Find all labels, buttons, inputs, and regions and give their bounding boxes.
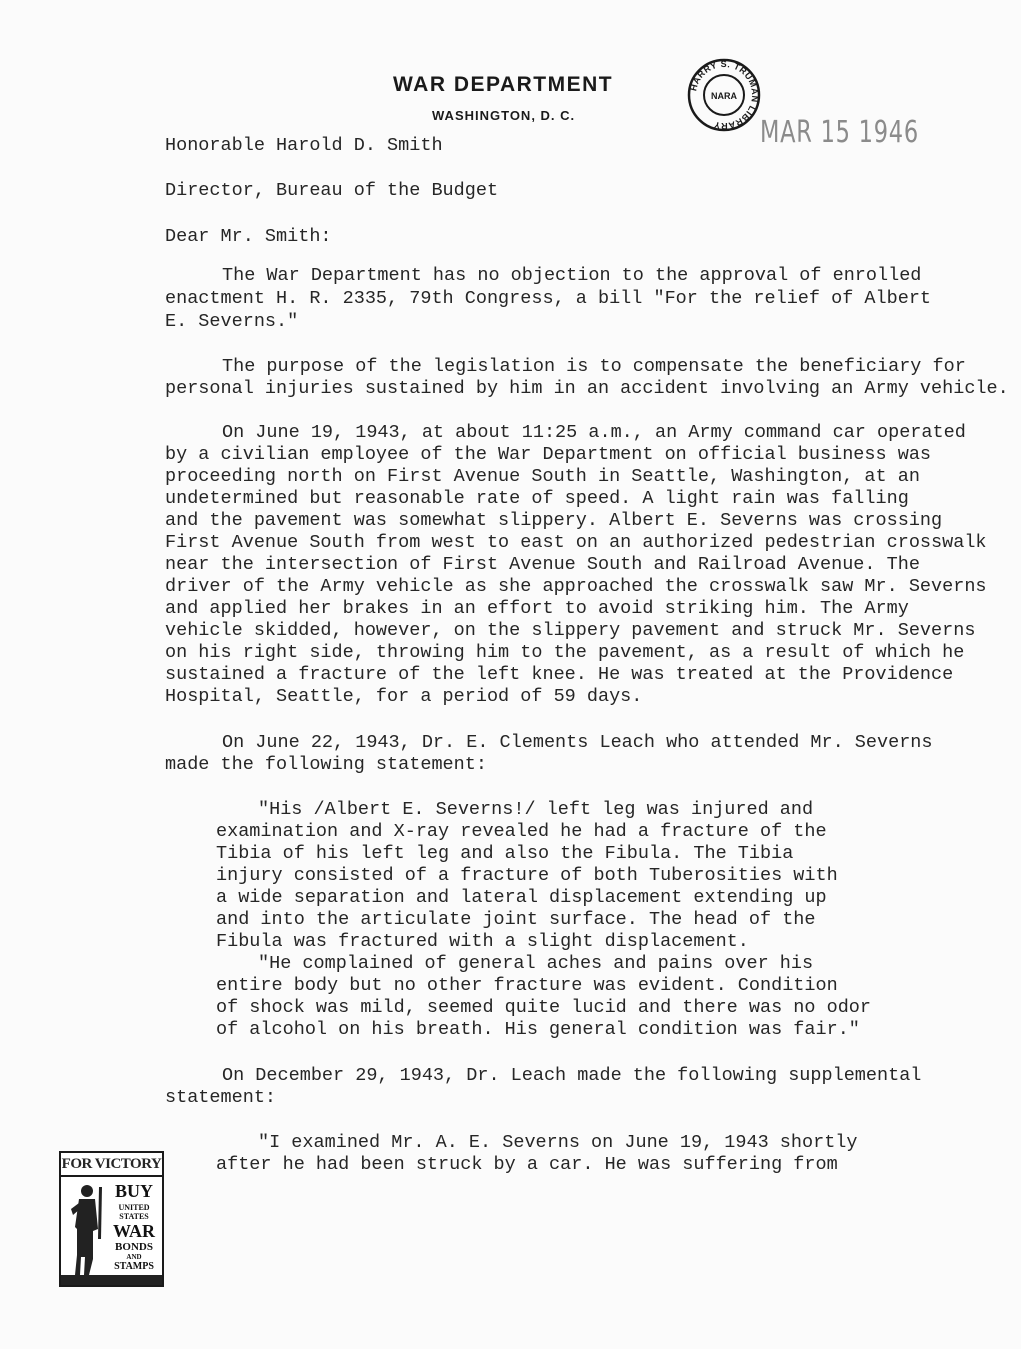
- paragraph-line: enactment H. R. 2335, 79th Congress, a bill "For the relief of Albert: [165, 288, 932, 309]
- paragraph-line: sustained a fracture of the left knee. He was treated at the Providence: [165, 664, 954, 685]
- minuteman-icon: [65, 1179, 109, 1279]
- paragraph-line: statement:: [165, 1087, 277, 1108]
- addressee-name: Honorable Harold D. Smith: [165, 135, 443, 156]
- salutation: Dear Mr. Smith:: [165, 226, 332, 247]
- paragraph-line: near the intersection of First Avenue South and Railroad Avenue. The: [165, 554, 920, 575]
- letterhead-subtitle: WASHINGTON, D. C.: [432, 108, 576, 123]
- paragraph-line: On June 22, 1943, Dr. E. Clements Leach who attended Mr. Severns: [222, 732, 933, 753]
- seal-center-text: NARA: [711, 91, 737, 101]
- seal-library-text: HARRY S. TRUMAN LIBRARY: [688, 58, 761, 132]
- paragraph-line: made the following statement:: [165, 754, 487, 775]
- addressee-title: Director, Bureau of the Budget: [165, 180, 499, 201]
- quote-line: injury consisted of a fracture of both Tuberosities with: [216, 865, 838, 886]
- war-bonds-poster: [59, 1151, 164, 1287]
- quote-line: "I examined Mr. A. E. Severns on June 19, 1943 shortly: [258, 1132, 858, 1153]
- paragraph-line: On June 19, 1943, at about 11:25 a.m., an Army command car operated: [222, 422, 966, 443]
- poster-stamps: STAMPS: [114, 1261, 154, 1272]
- quote-line: after he had been struck by a car. He was suffering from: [216, 1154, 838, 1175]
- paragraph-line: and applied her brakes in an effort to avoid striking him. The Army: [165, 598, 909, 619]
- quote-line: Tibia of his left leg and also the Fibula. The Tibia: [216, 843, 794, 864]
- library-seal-stamp: [686, 57, 762, 133]
- poster-bonds: BONDS: [115, 1241, 153, 1253]
- paragraph-line: First Avenue South from west to east on an authorized pedestrian crosswalk: [165, 532, 987, 553]
- paragraph-line: undetermined but reasonable rate of speed. A light rain was falling: [165, 488, 909, 509]
- letterhead-title: WAR DEPARTMENT: [393, 73, 614, 96]
- paragraph-line: The War Department has no objection to the approval of enrolled: [222, 265, 922, 286]
- paragraph-line: vehicle skidded, however, on the slippery pavement and struck Mr. Severns: [165, 620, 976, 641]
- paragraph-line: personal injuries sustained by him in an accident involving an Army vehicle.: [165, 378, 1009, 399]
- quote-line: of shock was mild, seemed quite lucid and there was no odor: [216, 997, 872, 1018]
- paragraph-line: on his right side, throwing him to the pavement, as a result of which he: [165, 642, 965, 663]
- quote-line: and into the articulate joint surface. The head of the: [216, 909, 816, 930]
- quote-line: a wide separation and lateral displacement extending up: [216, 887, 827, 908]
- poster-for-victory: FOR VICTORY: [61, 1153, 162, 1177]
- paragraph-line: E. Severns.": [165, 311, 299, 332]
- received-date-stamp: MAR 15 1946: [760, 115, 919, 150]
- paragraph-line: proceeding north on First Avenue South in Seattle, Washington, at an: [165, 466, 920, 487]
- poster-war: WAR: [112, 1221, 155, 1241]
- quote-line: entire body but no other fracture was evident. Condition: [216, 975, 838, 996]
- poster-united: UNITED: [118, 1203, 150, 1212]
- paragraph-line: by a civilian employee of the War Department on official business was: [165, 444, 932, 465]
- quote-line: "His /Albert E. Severns!/ left leg was injured and: [258, 799, 814, 820]
- paragraph-line: and the pavement was somewhat slippery. Albert E. Severns was crossing: [165, 510, 943, 531]
- poster-ground: [61, 1275, 162, 1285]
- poster-and: AND: [126, 1253, 142, 1261]
- paragraph-line: driver of the Army vehicle as she approached the crosswalk saw Mr. Severns: [165, 576, 987, 597]
- quote-line: of alcohol on his breath. His general condition was fair.": [216, 1019, 860, 1040]
- paragraph-line: On December 29, 1943, Dr. Leach made the following supplemental: [222, 1065, 922, 1086]
- paragraph-line: Hospital, Seattle, for a period of 59 days.: [165, 686, 643, 707]
- poster-states: STATES: [119, 1212, 149, 1221]
- quote-line: Fibula was fractured with a slight displacement.: [216, 931, 749, 952]
- poster-buy: BUY: [114, 1181, 153, 1201]
- paragraph-line: The purpose of the legislation is to compensate the beneficiary for: [222, 356, 966, 377]
- quote-line: "He complained of general aches and pains over his: [258, 953, 814, 974]
- quote-line: examination and X-ray revealed he had a fracture of the: [216, 821, 827, 842]
